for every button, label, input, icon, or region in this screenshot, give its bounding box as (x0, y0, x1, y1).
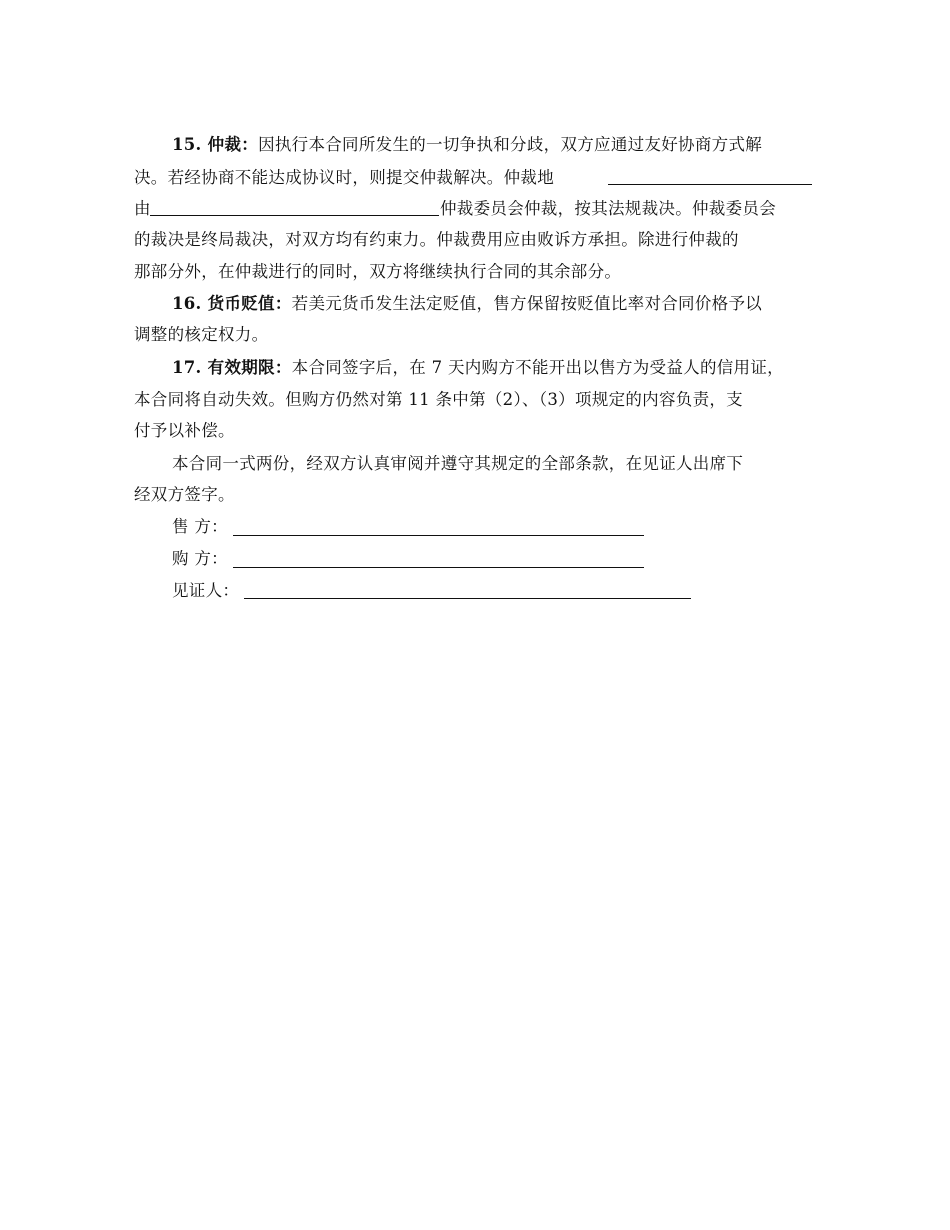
witness-signature-label: 见证人： (172, 581, 240, 600)
clause-17-line-2: 本合同将自动失效。但购方仍然对第 11 条中第（2）、（3）项规定的内容负责，支 (134, 390, 743, 409)
closing-line-1: 本合同一式两份，经双方认真审阅并遵守其规定的全部条款，在见证人出席下 (172, 454, 744, 473)
clause-16-heading: 16. 货币贬值： (172, 294, 292, 313)
arbitration-place-blank[interactable] (608, 184, 812, 185)
arbitration-commission-blank[interactable] (150, 215, 439, 216)
clause-15-heading: 15. 仲裁： (172, 135, 259, 154)
clause-15-line-3-prefix: 由 (134, 199, 151, 218)
clause-17-heading: 17. 有效期限： (172, 358, 292, 377)
clause-16-text-1: 若美元货币发生法定贬值，售方保留按贬值比率对合同价格予以 (291, 294, 763, 313)
clause-16-line-2: 调整的核定权力。 (134, 325, 269, 344)
buyer-signature-label: 购 方： (172, 549, 228, 568)
clause-17-line-3: 付予以补偿。 (134, 421, 235, 440)
witness-signature-line[interactable] (244, 598, 691, 599)
clause-15-line-3-suffix: 仲裁委员会仲裁，按其法规裁决。仲裁委员会 (440, 199, 776, 218)
seller-signature-label: 售 方： (172, 517, 228, 536)
buyer-signature-line[interactable] (233, 567, 644, 568)
clause-17-line-1 (172, 358, 784, 378)
clause-16-line-1 (172, 294, 762, 314)
clause-15-line-4: 的裁决是终局裁决，对双方均有约束力。仲裁费用应由败诉方承担。除进行仲裁的 (134, 230, 739, 249)
clause-15-text-1: 因执行本合同所发生的一切争执和分歧，双方应通过友好协商方式解 (258, 135, 763, 154)
seller-signature-line[interactable] (233, 535, 644, 536)
clause-17-text-1: 本合同签字后，在 7 天内购方不能开出以售方为受益人的信用证， (291, 358, 784, 377)
closing-line-2: 经双方签字。 (134, 485, 235, 504)
clause-15-line-5: 那部分外，在仲裁进行的同时，双方将继续执行合同的其余部分。 (134, 262, 622, 281)
clause-15-line-1 (172, 135, 762, 155)
clause-15-line-2: 决。若经协商不能达成协议时，则提交仲裁解决。仲裁地 (134, 168, 554, 187)
